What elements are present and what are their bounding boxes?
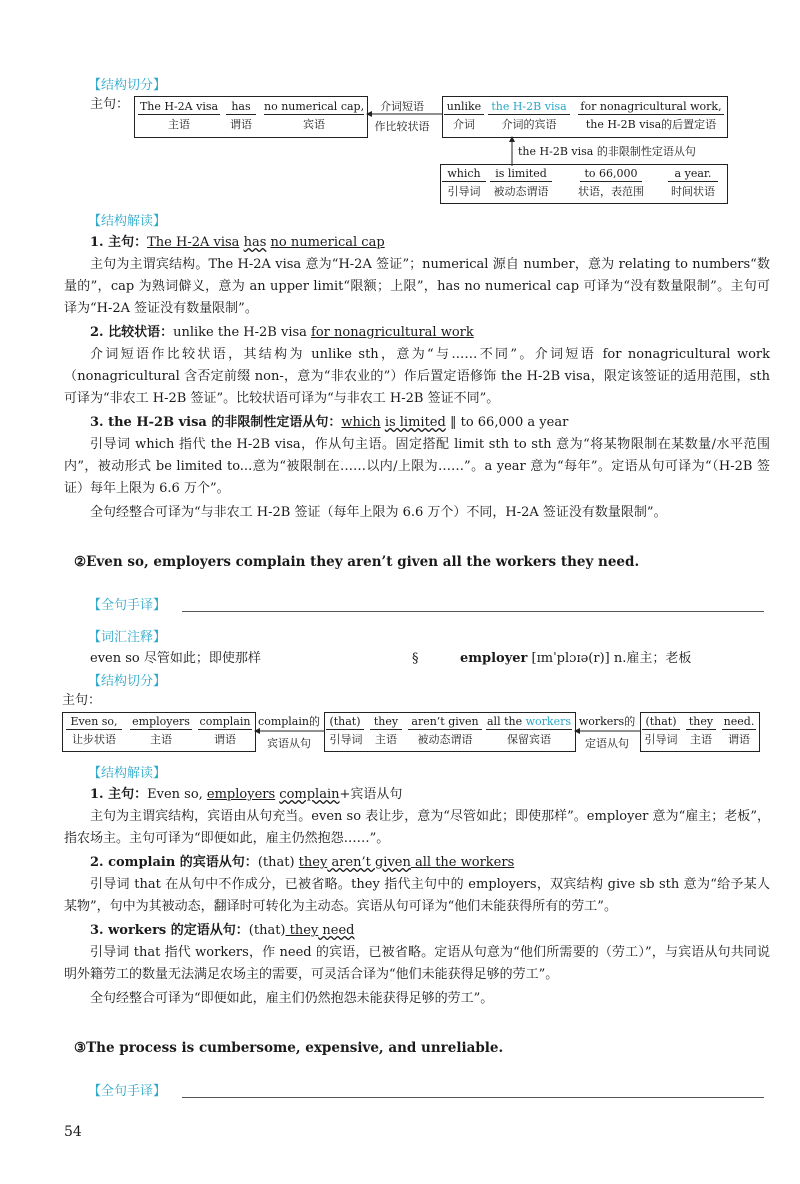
section-structure-explain-2: 【结构解读】 xyxy=(88,766,167,781)
d1-object: no numerical cap, xyxy=(264,100,365,113)
d2-obj-label-bottom: 宾语从句 xyxy=(267,737,311,750)
d2-complain-role: 谓语 xyxy=(214,733,236,746)
d2-attr-label-bottom: 定语从句 xyxy=(585,737,629,750)
d1-post-modifier: for nonagricultural work, xyxy=(578,99,724,115)
d1-verb-role: 谓语 xyxy=(230,118,252,131)
arrow-icon xyxy=(366,108,442,120)
d1-verb: has xyxy=(226,99,256,115)
explain1-heading-3: 3. the H-2B visa 的非限制性定语从句：which is limited ‖ to 66,000 a year xyxy=(90,415,569,430)
section-structure-explain: 【结构解读】 xyxy=(88,214,167,229)
d2-employers-role: 主语 xyxy=(150,733,172,746)
d1-is-limited-role: 被动态谓语 xyxy=(493,185,549,198)
d1-prep-object: the H-2B visa xyxy=(488,99,570,115)
d2-that-1-role: 引导词 xyxy=(329,733,363,746)
explain2-heading-3: 3. workers 的定语从句：(that) they need xyxy=(90,923,355,938)
explain2-para-1: 主句为主谓宾结构，宾语由从句充当。even so 表让步，意为“尽管如此；即使那样”。employer 意为“雇主；老板”，指农场主。主句可译为“即便如此，雇主仍然抱怨……”。 xyxy=(64,809,770,846)
d2-they-1-role: 主语 xyxy=(375,733,397,746)
d1-subject: The H-2A visa xyxy=(139,100,219,113)
d2-need: need. xyxy=(723,715,755,728)
explain1-para-2: 介词短语作比较状语，其结构为 unlike sth，意为“与……不同”。介词短语 for nonagricultural work（nonagricultural 含否定前缀 non-，意为“非农业的”）作后置定语修饰 the H-2B visa，限定该签证的适用范围，sth 可译为“非农工 H-2B 签证”。比较状语可译为“与非农工 H-2B 签证不同”。 xyxy=(64,347,770,406)
sentence-3-title: ③The process is cumbersome, expensive, and unreliable. xyxy=(74,1040,504,1056)
arrow-icon xyxy=(574,725,640,737)
explain2-para-2: 引导词 that 在从句中不作成分，已被省略。they 指代主句中的 employers，双宾结构 give sb sth 意为“给予某人某物”，句中为其被动态，翻译时可转化为主动态。宾语从句可译为“他们未能获得所有的劳工”。 xyxy=(64,877,770,914)
vocab-even-so: even so 尽管如此；即使那样 xyxy=(90,651,261,666)
d2-they-2-role: 主语 xyxy=(690,733,712,746)
d2-that-2-role: 引导词 xyxy=(644,733,678,746)
d2-arent-given: aren’t given xyxy=(408,714,482,730)
d1-which-role: 引导词 xyxy=(447,185,481,198)
section-vocab-notes: 【词汇注释】 xyxy=(88,630,167,645)
explain1-summary: 全句经整合可译为“与非农工 H-2B 签证（每年上限为 6.6 万个）不同，H-2A 签证没有数量限制”。 xyxy=(90,505,667,520)
d2-obj-label-top: complain的 xyxy=(258,715,320,728)
vocab-employer: employer [ɪmˈplɔɪə(r)] n.雇主；老板 xyxy=(460,651,692,666)
d2-even-so: Even so, xyxy=(66,714,122,730)
explain1-para-1: 主句为主谓宾结构。The H-2A visa 意为“H-2A 签证”；numerical 源自 number，意为 relating to numbers“数量的”，cap 为熟词僻义，意为 an upper limit“限额；上限”，has no numerical cap 可译为“没有数量限制”。主句可译为“H-2A 签证没有数量限制”。 xyxy=(64,257,770,316)
d1-prep: unlike xyxy=(444,99,484,115)
d2-even-so-role: 让步状语 xyxy=(72,733,116,746)
d2-that-1: (that) xyxy=(326,714,364,730)
d2-need-role: 谓语 xyxy=(728,733,750,746)
section-full-translation-2: 【全句手译】 xyxy=(88,598,167,613)
section-structure-split-2: 【结构切分】 xyxy=(88,674,167,689)
explain2-heading-2: 2. complain 的宾语从句：(that) they aren’t given all the workers xyxy=(90,855,515,870)
diagram2-label: 主句： xyxy=(62,693,102,708)
d2-all-the-workers: all the workers xyxy=(487,715,571,728)
d2-arent-given-role: 被动态谓语 xyxy=(417,733,473,746)
d1-subject-role: 主语 xyxy=(168,118,190,131)
d1-post-modifier-role: the H-2B visa的后置定语 xyxy=(585,118,717,131)
d2-all-the-workers-role: 保留宾语 xyxy=(507,733,551,746)
d2-they-1: they xyxy=(370,714,402,730)
d1-year: a year. xyxy=(668,166,718,182)
d2-employers: employers xyxy=(130,714,192,730)
d2-complain: complain xyxy=(199,715,251,728)
d1-prep-object-role: 介词的宾语 xyxy=(501,118,557,131)
page-number: 54 xyxy=(64,1124,82,1140)
d1-to: to 66,000 xyxy=(580,166,642,182)
explain2-heading-1: 1. 主句：Even so, employers complain+宾语从句 xyxy=(90,787,403,802)
diagram-label: 主句： xyxy=(90,97,130,112)
vocab-separator: § xyxy=(412,651,419,666)
d1-is-limited: is limited xyxy=(490,166,552,182)
d2-attr-label-top: workers的 xyxy=(578,715,636,728)
d1-prep-label-bottom: 作比较状语 xyxy=(374,120,430,133)
d1-object-role: 宾语 xyxy=(303,118,325,131)
sentence-2-title: ②Even so, employers complain they aren’t given all the workers they need. xyxy=(74,554,640,570)
translation-blank-3[interactable] xyxy=(182,1096,764,1098)
d2-that-2: (that) xyxy=(642,714,680,730)
d2-they-2: they xyxy=(686,714,716,730)
explain1-heading-1: 1. 主句：The H-2A visa has no numerical cap xyxy=(90,235,385,250)
explain2-para-3: 引导词 that 指代 workers，作 need 的宾语，已被省略。定语从句意为“他们所需要的（劳工）”，与宾语从句共同说明外籍劳工的数量无法满足农场主的需要，可灵活合译为“他们未能获得足够的劳工”。 xyxy=(64,945,770,982)
section-structure-split: 【结构切分】 xyxy=(88,78,167,93)
d1-year-role: 时间状语 xyxy=(671,185,715,198)
d1-prep-label-top: 介词短语 xyxy=(380,100,424,113)
explain1-para-3: 引导词 which 指代 the H-2B visa，作从句主语。固定搭配 limit sth to sth 意为“将某物限制在某数量/水平范围内”，被动形式 be limited to...意为“被限制在……以内/上限为……”。a year 意为“每年”。定语从句可译为“（H-2B 签证）每年上限为 6.6 万个”。 xyxy=(64,437,770,496)
arrow-up-icon xyxy=(506,136,518,166)
explain1-heading-2: 2. 比较状语：unlike the H-2B visa for nonagricultural work xyxy=(90,325,474,340)
section-full-translation-3: 【全句手译】 xyxy=(88,1084,167,1099)
explain2-summary: 全句经整合可译为“即便如此，雇主们仍然抱怨未能获得足够的劳工”。 xyxy=(90,991,494,1006)
d1-which: which xyxy=(442,166,486,182)
d1-prep-role: 介词 xyxy=(453,118,475,131)
d1-clause-label: the H-2B visa 的非限制性定语从句 xyxy=(518,145,696,158)
translation-blank-2[interactable] xyxy=(182,610,764,612)
arrow-icon xyxy=(254,725,324,737)
d1-to-role: 状语，表范围 xyxy=(578,185,644,198)
